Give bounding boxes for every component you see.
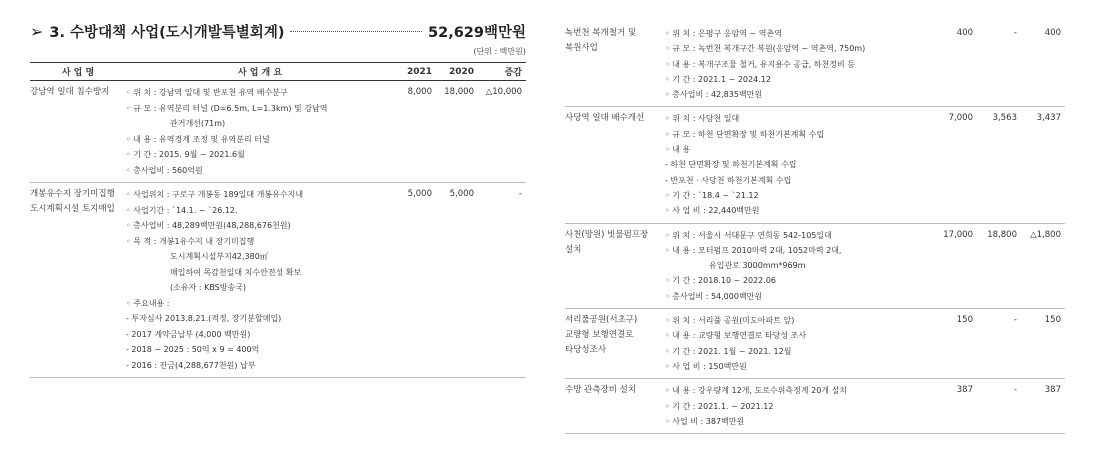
summary-line: - 하천 단면확장 및 하천기본계획 수립	[665, 160, 797, 170]
table-row	[30, 81, 526, 183]
summary-line: ◦ 내 용 : 교량형 보행연결로 타당성 조사	[665, 331, 807, 341]
summary-line: ◦ 기 간 : 2021. 1월 ~ 2021. 12월	[665, 346, 792, 356]
summary-line: (소유자 : KBS방송국)	[170, 283, 247, 292]
project-name-line: 타당성조사	[565, 345, 607, 356]
budget-change: 3,437	[1021, 107, 1065, 223]
summary-line: ◦ 기 간 : 2018.10 ~ 2022.06	[665, 276, 776, 286]
summary-line: ◦ 목 적 : 개봉1유수지 내 장기미집행	[126, 236, 255, 246]
header-project-summary: 사 업 개 요	[126, 63, 394, 81]
summary-line: ◦ 위 치 : 은평구 응암역 ~ 역촌역	[665, 29, 782, 38]
budget-2020: 18,800	[977, 223, 1021, 308]
budget-2020: -	[977, 22, 1021, 107]
summary-line: 매입하여 목감천일대 치수안전성 확보	[170, 267, 302, 277]
project-summary	[665, 223, 933, 308]
header-project-name: 사 업 명	[30, 63, 126, 81]
project-summary	[665, 309, 933, 379]
project-name-line: 수방 관측장비 설치	[565, 385, 637, 396]
budget-change: △10,000	[478, 81, 526, 183]
table-row	[565, 309, 1065, 379]
project-summary	[126, 81, 394, 183]
summary-line: ◦ 사업위치 : 구로구 개봉동 189일대 개봉유수지내	[126, 190, 304, 199]
project-name-line: 강남역 일대 침수방지	[30, 87, 110, 97]
summary-line: ◦ 주요내용 :	[126, 298, 170, 308]
unit-note: (단위 : 백만원)	[473, 47, 526, 56]
budget-2021: 17,000	[933, 223, 977, 308]
summary-line: 관거개선(71m)	[170, 119, 226, 128]
summary-line: ◦ 기 간 : `18.4 ~ `21.12	[665, 190, 759, 200]
budget-2020: 3,563	[977, 107, 1021, 223]
table-row	[565, 223, 1065, 308]
budget-change: △1,800	[1021, 223, 1065, 308]
summary-line: ◦ 규 모 : 하천 단면확장 및 하천기본계획 수립	[665, 129, 825, 139]
table-row	[565, 22, 1065, 107]
summary-line: ◦ 총사업비 : 42,835백만원	[665, 90, 763, 100]
project-name-line: 교량형 보행연결로	[565, 330, 634, 341]
budget-2020: -	[977, 309, 1021, 379]
summary-line: - 2017 계약금납부 (4,000 백만원)	[126, 329, 251, 339]
project-name	[565, 107, 665, 223]
table-row	[30, 183, 526, 378]
summary-line: ◦ 사 업 비 : 22,440백만원	[665, 206, 760, 216]
summary-line: ◦ 총사업비 : 48,289백만원(48,288,676천원)	[126, 221, 291, 230]
project-name-line: 서리풀공원(서초구)	[565, 315, 638, 326]
summary-line: ◦ 내 용 : 강우량계 12개, 도로수위측정계 20개 설치	[665, 386, 848, 396]
budget-2020: -	[977, 379, 1021, 434]
summary-line: 도시계획시설부지42,380㎡	[170, 252, 268, 261]
project-name	[30, 81, 126, 183]
budget-change: 150	[1021, 309, 1065, 379]
summary-line: ◦ 내 용 : 유역경계 조정 및 유역분리 터널	[126, 134, 270, 144]
dot-leader	[290, 30, 422, 32]
summary-line: ◦ 위 치 : 서울시 서대문구 연희동 542-105일대	[665, 230, 832, 240]
project-name	[565, 223, 665, 308]
project-name-line: 녹번천 복개철거 및	[565, 28, 637, 38]
budget-2020: 5,000	[436, 183, 478, 378]
summary-line: 유입관로 3000mm*969m	[709, 261, 806, 271]
budget-2021: 387	[933, 379, 977, 434]
summary-line: ◦ 위 치 : 서리풀 공원(미도아파트 앞)	[665, 316, 795, 326]
budget-table-left	[30, 62, 526, 378]
summary-line: ◦ 기 간 : 2021.1 ~ 2024.12	[665, 74, 771, 84]
table-row	[565, 379, 1065, 434]
budget-change: 400	[1021, 22, 1065, 107]
summary-line: ◦ 내 용 : 모터펌프 2010마력 2대, 1052마력 2대,	[665, 245, 842, 255]
arrow-bullet-icon: ➢	[30, 21, 44, 41]
summary-line: - 반포천 · 사당천 하천기본계획 수립	[665, 175, 792, 185]
project-name-line: 복원사업	[565, 43, 598, 53]
budget-2021: 150	[933, 309, 977, 379]
summary-line: ◦ 내 용	[665, 145, 691, 155]
summary-line: ◦ 기 간 : 2015. 9월 ~ 2021.6월	[126, 150, 245, 159]
budget-2021: 8,000	[394, 81, 436, 183]
project-name-line: 도시계획시설 토지매입	[30, 204, 115, 214]
summary-line: ◦ 기 간 : 2021.1. ~ 2021.12	[665, 401, 774, 411]
summary-line: ◦ 사 업 비 : 150백만원	[665, 361, 747, 371]
project-summary	[665, 379, 933, 434]
budget-2020: 18,000	[436, 81, 478, 183]
budget-2021: 400	[933, 22, 977, 107]
table-header-row	[30, 63, 526, 81]
project-name-line: 사당역 일대 배수개선	[565, 113, 645, 124]
summary-line: - 2018 ~ 2025 : 50억 x 9 = 400억	[126, 345, 260, 354]
section-title: 3. 수방대책 사업(도시개발특별회계)	[49, 24, 285, 41]
section-total-amount: 52,629백만원	[428, 24, 526, 41]
project-summary	[126, 183, 394, 378]
summary-line: ◦ 위 치 : 사당천 일대	[665, 114, 740, 124]
budget-2021: 5,000	[394, 183, 436, 378]
project-name	[565, 22, 665, 107]
project-name	[565, 309, 665, 379]
summary-line: - 투자심사 2013.8.21.(적정, 장기분할매입)	[126, 314, 282, 323]
summary-line: - 2016 : 잔금(4,288,677천원) 납부	[126, 360, 256, 370]
summary-line: ◦ 위 치 : 강남역 일대 및 반포천 유역 배수분구	[126, 88, 288, 97]
project-summary	[665, 107, 933, 223]
summary-line: ◦ 규 모 : 유역분리 터널 (D=6.5m, L=1.3km) 및 강남역	[126, 103, 328, 113]
budget-2021: 7,000	[933, 107, 977, 223]
header-change: 증감	[478, 63, 526, 81]
budget-change: 387	[1021, 379, 1065, 434]
project-name-line: 설치	[565, 244, 582, 255]
budget-change: -	[478, 183, 526, 378]
project-name-line: 개봉유수지 장기미집행	[30, 189, 115, 199]
project-name-line: 사천(망원) 빗물펌프장	[565, 229, 649, 240]
summary-line: ◦ 내 용 : 복개구조물 철거, 유지용수 공급, 하천정비 등	[665, 59, 855, 69]
summary-line: ◦ 총사업비 : 54,000백만원	[665, 291, 763, 301]
summary-line: ◦ 사업기간 : `14.1. ~ `26.12.	[126, 205, 238, 215]
budget-table-right	[565, 22, 1065, 434]
summary-line: ◦ 사업 비 : 387백만원	[665, 416, 745, 426]
section-title-row	[30, 19, 526, 43]
summary-line: ◦ 총사업비 : 560억원	[126, 165, 203, 175]
header-2020: 2020	[436, 63, 478, 81]
project-name	[30, 183, 126, 378]
project-name	[565, 379, 665, 434]
project-summary	[665, 22, 933, 107]
header-2021: 2021	[394, 63, 436, 81]
summary-line: ◦ 규 모 : 녹번천 복개구간 복원(응암역 ~ 역촌역, 750m)	[665, 44, 866, 54]
table-row	[565, 107, 1065, 223]
